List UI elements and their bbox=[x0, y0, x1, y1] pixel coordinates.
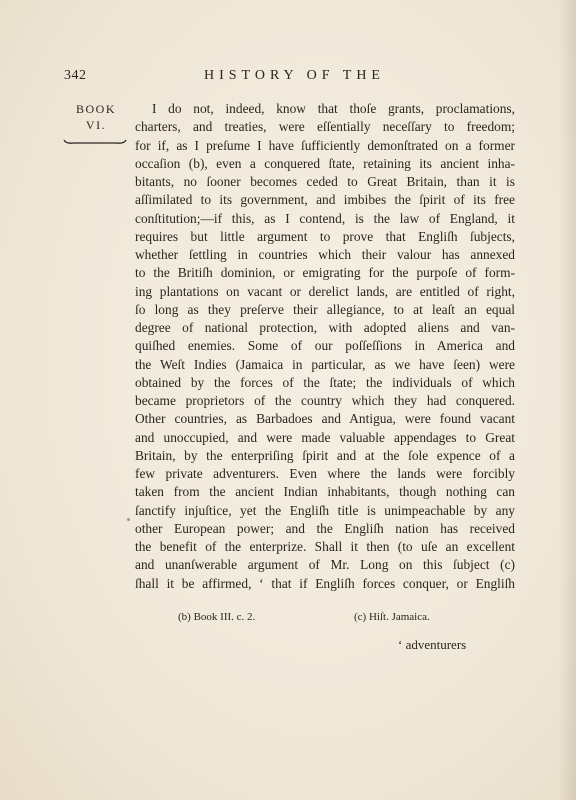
text-line: ſhall it be affirmed, ‘ that if Engliſh forces conquer, or Engliſh bbox=[135, 575, 515, 591]
text-line: and unanſwerable argument of Mr. Long on this ſubject (c) bbox=[135, 557, 515, 573]
text-line: obtained by the forces of the ſtate; the individuals of which bbox=[135, 374, 515, 390]
text-line: the benefit of the enterprize. Shall it then (to uſe an excellent bbox=[135, 539, 515, 554]
text-line: whether ſettling in countries which their valour has annexed bbox=[135, 247, 515, 262]
spine-shadow bbox=[558, 0, 576, 800]
ink-speck bbox=[127, 518, 130, 521]
text-line: conſtitution;—if this, as I contend, is the law of England, it bbox=[135, 210, 515, 226]
text-line: taken from the ancient Indian inhabitants, though nothing can bbox=[135, 484, 515, 500]
text-line: to the Britiſh dominion, or emigrating for the purpoſe of form- bbox=[135, 265, 515, 281]
text-line: I do not, indeed, know that thoſe grants, proclamations, bbox=[152, 101, 515, 116]
text-line: for if, as I preſume I have ſufficiently demonſtrated on a former bbox=[135, 137, 515, 153]
footnote-b: (b) Book III. c. 2. bbox=[178, 611, 256, 623]
text-line: occaſion (b), even a conquered ſtate, retaining its ancient inha- bbox=[135, 155, 515, 171]
text-line: ſanctify injuſtice, yet the Engliſh title is unimpeachable by any bbox=[135, 502, 515, 518]
text-line: and unoccupied, and were made valuable appendages to Great bbox=[135, 429, 515, 445]
running-title: HISTORY OF THE bbox=[204, 68, 385, 83]
text-line: ſo long as they preſerve their allegiance, to at leaſt an equal bbox=[135, 301, 515, 317]
text-line: the Weſt Indies (Jamaica in particular, as we have ſeen) were bbox=[135, 356, 515, 372]
text-line: few private adventurers. Even where the lands were forcibly bbox=[135, 466, 515, 481]
text-line: quiſhed enemies. Some of our poſſeſſions in America and bbox=[135, 338, 515, 354]
page-number: 342 bbox=[64, 68, 87, 83]
margin-volume-label: VI. bbox=[85, 118, 107, 132]
body-text bbox=[135, 100, 515, 593]
footnotes bbox=[178, 611, 478, 629]
text-line: Other countries, as Barbadoes and Antigua, were found vacant bbox=[135, 411, 515, 427]
margin-note bbox=[60, 101, 140, 133]
text-line: became proprietors of the country which they had conquered. bbox=[135, 393, 515, 408]
footnote-c: (c) Hiſt. Jamaica. bbox=[354, 611, 430, 623]
margin-ornament-rule bbox=[60, 138, 130, 146]
text-line: Britain, by the enterpriſing ſpirit and at the ſole expence of a bbox=[135, 447, 515, 463]
text-line: ing plantations on vacant or derelict lands, are entitled of right, bbox=[135, 283, 515, 299]
page-header bbox=[64, 68, 524, 88]
catchword: ‘ adventurers bbox=[398, 637, 467, 652]
text-line: bitants, no ſooner becomes ceded to Great Britain, than it is bbox=[135, 174, 515, 189]
margin-book-label: BOOK bbox=[75, 102, 116, 116]
text-line: charters, and treaties, were eſſentially neceſſary to freedom; bbox=[135, 119, 515, 135]
text-line: degree of national protection, with adopted aliens and van- bbox=[135, 320, 515, 335]
text-line: other European power; and the Engliſh nation has received bbox=[135, 520, 515, 536]
text-line: requires but little argument to prove that Engliſh ſubjects, bbox=[135, 228, 515, 244]
text-line: aſſimilated to its government, and imbibes the ſpirit of its free bbox=[135, 192, 515, 208]
